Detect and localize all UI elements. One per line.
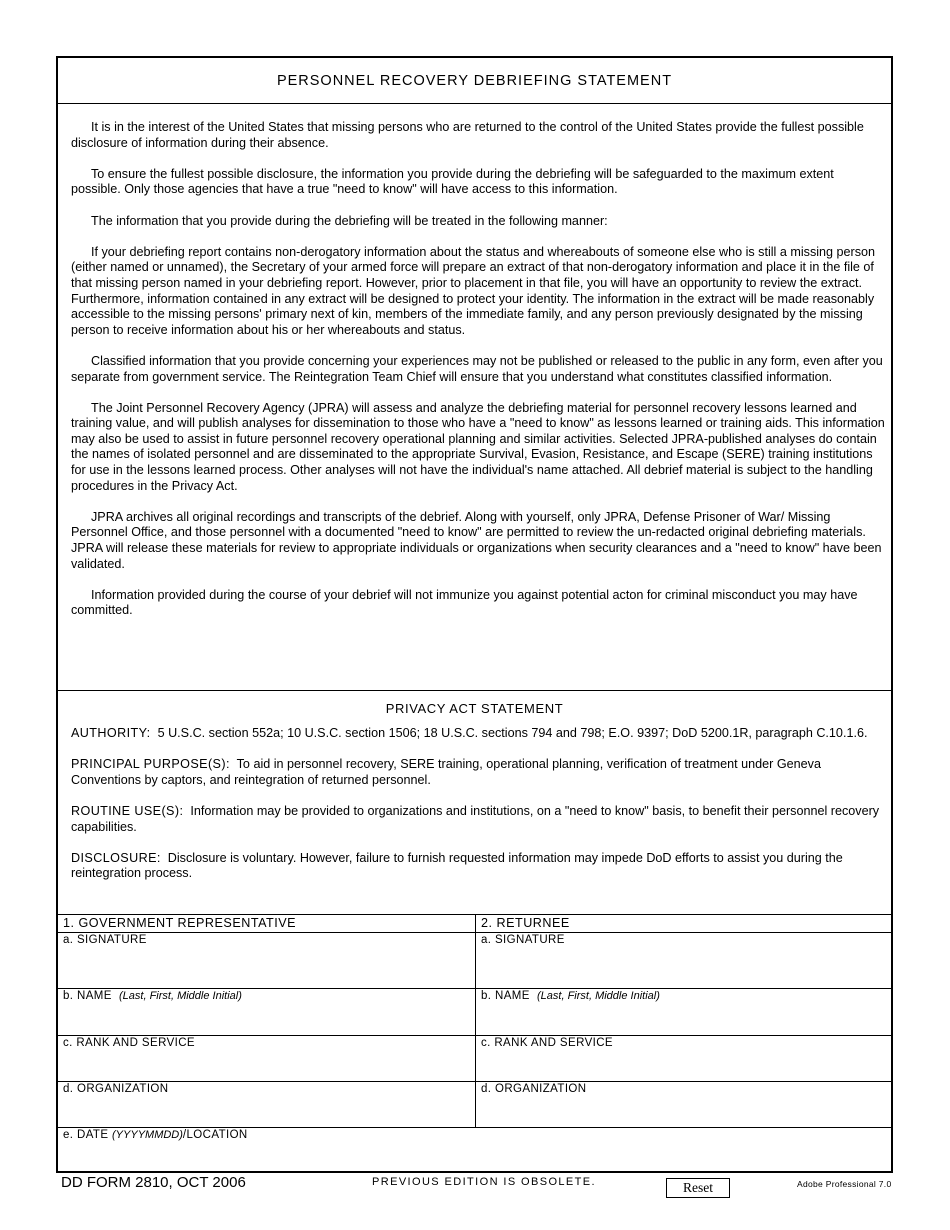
- privacy-act-body: [71, 726, 886, 898]
- routine-label: ROUTINE USE(S):: [71, 803, 184, 818]
- ret-name-label: [481, 990, 660, 1002]
- ret-rank-field[interactable]: [480, 1058, 887, 1078]
- privacy-purpose: [71, 757, 886, 788]
- form-number: DD FORM 2810, OCT 2006: [61, 1174, 246, 1191]
- government-representative-header: 1. GOVERNMENT REPRESENTATIVE: [58, 915, 475, 933]
- reset-button[interactable]: Reset: [666, 1178, 730, 1198]
- form-footer: [0, 1173, 950, 1213]
- ret-organization-field[interactable]: [480, 1104, 887, 1124]
- gov-signature-label: a. SIGNATURE: [63, 934, 147, 946]
- routine-text: Information may be provided to organizations and institutions, on a "need to know" basis, to benefit their personnel recovery capabilities.: [71, 803, 880, 834]
- gov-name-field[interactable]: [62, 1012, 471, 1032]
- government-representative-column: [58, 915, 476, 1128]
- ret-signature-cell[interactable]: [476, 933, 891, 989]
- location-label: /LOCATION: [182, 1129, 248, 1141]
- software-version-note: Adobe Professional 7.0: [797, 1179, 892, 1189]
- statement-paragraph: To ensure the fullest possible disclosure, the information you provide during the debriefing will be safeguarded to the maximum extent possible. Only those agencies that have a true "need to know" will have access to this information.: [71, 166, 834, 197]
- ret-rank-cell[interactable]: [476, 1036, 891, 1082]
- gov-name-hint: (Last, First, Middle Initial): [119, 990, 242, 1002]
- statement-paragraph: If your debriefing report contains non-derogatory information about the status and whereabouts of someone else who is still a missing person (either named or unnamed), the Secretary of your armed force will prepare an extract of that non-derogatory information and place it in the file of that missing person named in your debriefing report. However, prior to placement in that file, you will have an opportunity to review the extract. Furthermore, information contained in any extract will be designed to protect your identity. The information in the extract will be made reasonably accessible to the missing persons' primary next of kin, members of the immediate family, and any person previously designated by the missing person to receive information about his or her whereabouts and status.: [71, 244, 876, 337]
- privacy-act-title: PRIVACY ACT STATEMENT: [385, 701, 564, 716]
- statement-paragraph: Classified information that you provide concerning your experiences may not be published or released to the public in any form, even after you separate from government service. The Reintegration Team Chief will ensure that you understand what constitutes classified information.: [71, 353, 883, 384]
- gov-rank-cell[interactable]: [58, 1036, 475, 1082]
- date-location-cell[interactable]: [58, 1128, 891, 1174]
- ret-organization-label: d. ORGANIZATION: [481, 1083, 587, 1095]
- authority-text: 5 U.S.C. section 552a; 10 U.S.C. section 1506; 18 U.S.C. sections 794 and 798; E.O. 9397; DoD 5200.1R, paragraph C.10.1.6.: [157, 726, 868, 740]
- disclosure-label: DISCLOSURE:: [71, 850, 161, 865]
- gov-organization-field[interactable]: [62, 1104, 471, 1124]
- ret-organization-cell[interactable]: [476, 1082, 891, 1128]
- statement-paragraph: The Joint Personnel Recovery Agency (JPRA) will assess and analyze the debriefing material for personnel recovery lessons learned and training value, and will publish analyses for dissemination to those who have a "need to know" as lessons learned or training aids. This information may also be used to assist in future personnel recovery operational planning and similar activities. Selected JPRA-published analyses do contain the names of isolated personnel and are disseminated to the appropriate Survival, Evasion, Resistance, and Escape (SERE) training institutions for use in the lessons learned process. Other analyses will not have the individual's name attached. All debrief material is subject to the handling procedures in the Privacy Act.: [71, 400, 885, 493]
- gov-rank-field[interactable]: [62, 1058, 471, 1078]
- date-label: e. DATE: [63, 1129, 109, 1141]
- disclosure-text: Disclosure is voluntary. However, failure to furnish requested information may impede DoD efforts to assist you during the reintegration process.: [71, 850, 843, 881]
- statement-paragraph: JPRA archives all original recordings and transcripts of the debrief. Along with yourself, only JPRA, Defense Prisoner of War/ Missing Personnel Office, and those personnel with a documented "need to know" are permitted to review the un-redacted original debriefing materials. JPRA will release these materials for review to appropriate individuals or organizations when security clearances and a "need to know" have been validated.: [71, 509, 882, 571]
- ret-name-field[interactable]: [480, 1012, 887, 1032]
- privacy-routine-use: [71, 804, 886, 835]
- signature-block: [58, 914, 891, 1173]
- gov-rank-label: c. RANK AND SERVICE: [63, 1037, 196, 1049]
- ret-name-cell[interactable]: [476, 989, 891, 1036]
- privacy-disclosure: [71, 851, 886, 882]
- debriefing-form: [56, 56, 893, 1173]
- privacy-authority: [71, 726, 886, 742]
- returnee-column: [476, 915, 891, 1128]
- obsolete-notice: PREVIOUS EDITION IS OBSOLETE.: [372, 1176, 596, 1188]
- gov-name-label: [63, 990, 242, 1002]
- authority-label: AUTHORITY:: [71, 726, 151, 740]
- returnee-header: 2. RETURNEE: [476, 915, 891, 933]
- ret-signature-field[interactable]: [480, 965, 887, 985]
- ret-signature-label: a. SIGNATURE: [481, 934, 565, 946]
- date-format-hint: (YYYYMMDD): [112, 1129, 183, 1141]
- ret-name-hint: (Last, First, Middle Initial): [537, 990, 660, 1002]
- gov-signature-cell[interactable]: [58, 933, 475, 989]
- gov-name-cell[interactable]: [58, 989, 475, 1036]
- privacy-act-section: [58, 690, 891, 915]
- gov-organization-label: d. ORGANIZATION: [63, 1083, 169, 1095]
- gov-signature-field[interactable]: [62, 965, 471, 985]
- date-location-label: [63, 1129, 248, 1141]
- gov-name-label-text: b. NAME: [63, 990, 112, 1002]
- ret-name-label-text: b. NAME: [481, 990, 530, 1002]
- form-title: PERSONNEL RECOVERY DEBRIEFING STATEMENT: [58, 58, 891, 104]
- statement-paragraph: Information provided during the course of your debrief will not immunize you against potential acton for criminal misconduct you may have committed.: [71, 587, 858, 618]
- ret-rank-label: c. RANK AND SERVICE: [481, 1037, 614, 1049]
- statement-paragraph: The information that you provide during the debriefing will be treated in the following manner:: [91, 213, 608, 228]
- gov-organization-cell[interactable]: [58, 1082, 475, 1128]
- purpose-label: PRINCIPAL PURPOSE(S):: [71, 757, 230, 772]
- statement-paragraph: It is in the interest of the United States that missing persons who are returned to the control of the United States provide the fullest possible disclosure of information during their absence.: [71, 120, 864, 150]
- date-location-field[interactable]: [62, 1151, 887, 1171]
- statement-body: [71, 120, 886, 635]
- purpose-text: To aid in personnel recovery, SERE training, operational planning, verification of treatment under Geneva Conventions by captors, and reintegration of returned personnel.: [71, 757, 821, 787]
